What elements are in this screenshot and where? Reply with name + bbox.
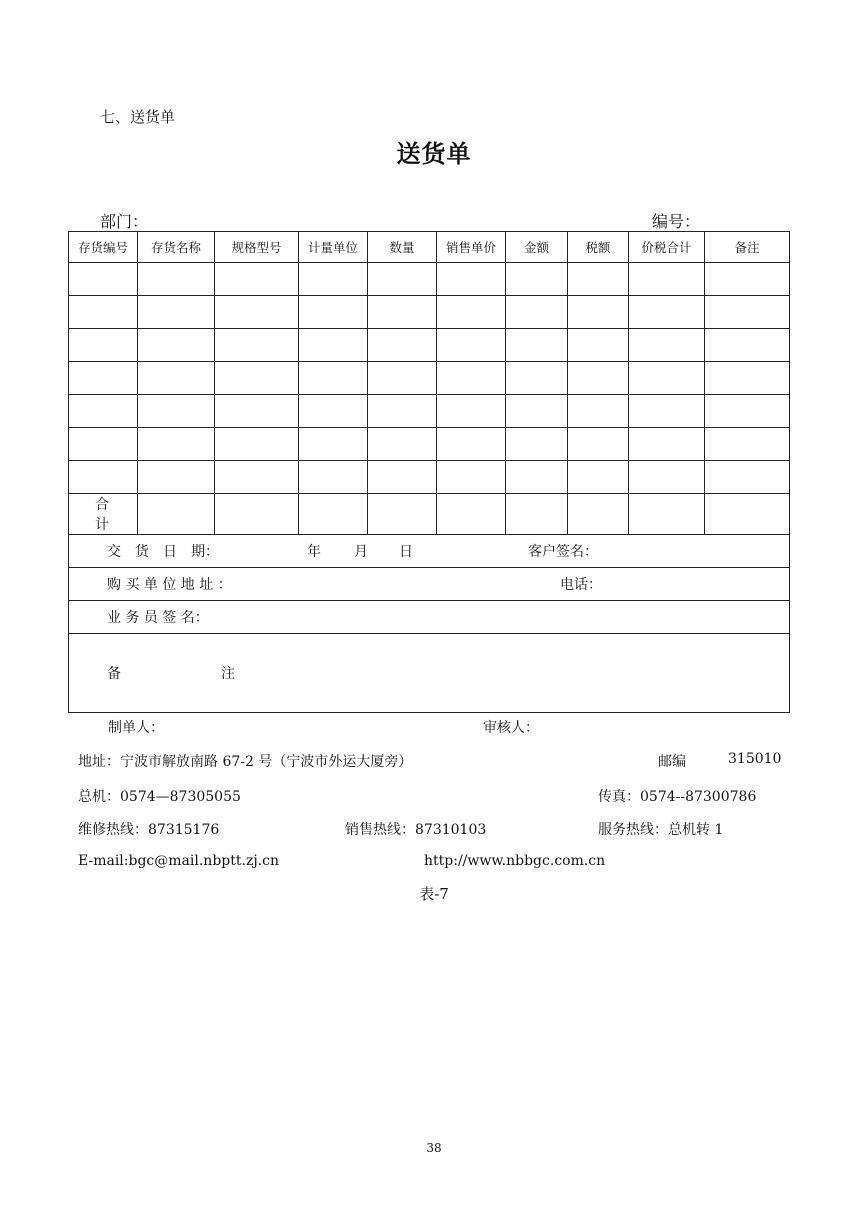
column-header: 销售单价 (437, 232, 506, 263)
table-cell[interactable] (629, 296, 705, 329)
table-cell[interactable] (568, 263, 629, 296)
table-row (69, 428, 790, 461)
column-header: 存货名称 (138, 232, 215, 263)
column-header: 存货编号 (69, 232, 138, 263)
table-cell[interactable] (299, 395, 368, 428)
document-title: 送货单 (396, 140, 472, 168)
delivery-date-label: 交 货 日 期： (107, 544, 219, 560)
day-label: 日 (399, 544, 413, 560)
table-row (69, 263, 790, 296)
salesperson-row (69, 601, 790, 634)
table-cell[interactable] (437, 362, 506, 395)
table-cell[interactable] (368, 296, 437, 329)
table-cell[interactable] (299, 428, 368, 461)
table-cell[interactable] (629, 461, 705, 494)
buyer-address-cell[interactable] (69, 568, 790, 601)
remark-cell[interactable] (69, 634, 790, 713)
table-cell[interactable] (138, 296, 215, 329)
table-cell[interactable] (215, 461, 299, 494)
table-cell[interactable] (138, 362, 215, 395)
table-cell[interactable] (629, 362, 705, 395)
column-header: 备注 (705, 232, 790, 263)
buyer-address-row (69, 568, 790, 601)
month-label: 月 (354, 544, 368, 560)
table-cell[interactable] (69, 329, 138, 362)
table-cell[interactable] (705, 428, 790, 461)
table-cell[interactable] (69, 461, 138, 494)
service-hotline-text: 服务热线：总机转 1 (598, 822, 724, 838)
column-header: 规格型号 (215, 232, 299, 263)
phone-label: 电话： (560, 577, 602, 593)
table-cell[interactable] (506, 296, 568, 329)
remark-label-2: 注 (221, 666, 235, 682)
table-cell[interactable] (215, 329, 299, 362)
table-cell[interactable] (437, 395, 506, 428)
year-label: 年 (307, 544, 321, 560)
postcode-value: 315010 (728, 751, 782, 767)
table-cell[interactable] (705, 263, 790, 296)
website-link[interactable]: http://www.nbbgc.com.cn (424, 853, 606, 869)
table-cell[interactable] (568, 329, 629, 362)
table-caption: 表-7 (419, 885, 449, 903)
table-cell[interactable] (568, 362, 629, 395)
table-cell[interactable] (437, 428, 506, 461)
table-cell[interactable] (506, 263, 568, 296)
column-header: 金额 (506, 232, 568, 263)
table-cell[interactable] (506, 494, 568, 535)
table-cell[interactable] (215, 494, 299, 535)
switchboard-text: 总机：0574—87305055 (78, 789, 241, 805)
table-cell[interactable] (506, 428, 568, 461)
table-cell[interactable] (506, 362, 568, 395)
table-row (69, 395, 790, 428)
table-cell[interactable] (368, 362, 437, 395)
table-cell[interactable] (215, 395, 299, 428)
table-cell[interactable] (138, 494, 215, 535)
table-cell[interactable] (705, 329, 790, 362)
table-cell[interactable] (69, 395, 138, 428)
table-cell[interactable] (69, 362, 138, 395)
salesperson-signature-label: 业 务 员 签 名： (107, 610, 209, 626)
table-cell[interactable] (568, 461, 629, 494)
table-cell[interactable] (437, 494, 506, 535)
table-cell[interactable] (69, 428, 138, 461)
preparer-label: 制单人： (108, 720, 164, 736)
delivery-date-row (69, 535, 790, 568)
table-cell[interactable] (299, 329, 368, 362)
table-cell[interactable] (299, 494, 368, 535)
table-cell[interactable] (368, 263, 437, 296)
table-cell[interactable] (299, 263, 368, 296)
table-row (69, 329, 790, 362)
table-cell[interactable] (138, 395, 215, 428)
remark-label-1: 备 (107, 666, 121, 682)
table-row (69, 461, 790, 494)
reviewer-label: 审核人： (483, 720, 539, 736)
table-cell[interactable] (215, 263, 299, 296)
buyer-address-label: 购 买 单 位 地 址 ： (107, 577, 232, 593)
total-row (69, 494, 790, 535)
table-cell[interactable] (506, 329, 568, 362)
section-heading: 七、送货单 (100, 108, 176, 126)
remark-row (69, 634, 790, 713)
table-cell[interactable] (299, 461, 368, 494)
column-header: 价税合计 (629, 232, 705, 263)
salesperson-cell[interactable] (69, 601, 790, 634)
department-label: 部门： (100, 212, 149, 231)
table-cell[interactable] (629, 494, 705, 535)
table-cell[interactable] (568, 494, 629, 535)
table-cell[interactable] (705, 461, 790, 494)
address-text: 地址：宁波市解放南路 67-2 号（宁波市外运大厦旁） (78, 754, 413, 770)
table-cell[interactable] (215, 296, 299, 329)
column-header: 税额 (568, 232, 629, 263)
column-header: 数量 (368, 232, 437, 263)
table-cell[interactable] (437, 329, 506, 362)
table-cell[interactable] (368, 395, 437, 428)
table-cell[interactable] (69, 296, 138, 329)
table-cell[interactable] (705, 362, 790, 395)
customer-signature-label: 客户签名： (528, 544, 598, 560)
fax-text: 传真：0574--87300786 (598, 789, 757, 805)
table-cell[interactable] (368, 329, 437, 362)
table-cell[interactable] (568, 428, 629, 461)
total-label: 合 计 (69, 494, 138, 535)
postcode-label: 邮编 (658, 754, 686, 770)
table-cell[interactable] (437, 461, 506, 494)
table-cell[interactable] (705, 296, 790, 329)
column-header: 计量单位 (299, 232, 368, 263)
table-cell[interactable] (568, 395, 629, 428)
table-cell[interactable] (705, 494, 790, 535)
table-cell[interactable] (215, 362, 299, 395)
table-cell[interactable] (506, 395, 568, 428)
table-cell[interactable] (629, 329, 705, 362)
email-link[interactable]: E-mail:bgc@mail.nbptt.zj.cn (78, 853, 279, 869)
table-cell[interactable] (368, 494, 437, 535)
repair-hotline-text: 维修热线：87315176 (78, 822, 220, 838)
table-cell[interactable] (629, 263, 705, 296)
table-row (69, 362, 790, 395)
table-cell[interactable] (138, 461, 215, 494)
table-cell[interactable] (437, 263, 506, 296)
table-cell[interactable] (299, 362, 368, 395)
table-cell[interactable] (368, 428, 437, 461)
delivery-form-table (68, 231, 790, 713)
table-cell[interactable] (506, 461, 568, 494)
table-cell[interactable] (215, 428, 299, 461)
table-cell[interactable] (629, 428, 705, 461)
table-header-row (69, 232, 790, 263)
page-number: 38 (426, 1141, 442, 1155)
table-cell[interactable] (138, 329, 215, 362)
table-row (69, 296, 790, 329)
sales-hotline-text: 销售热线：87310103 (345, 822, 487, 838)
table-cell[interactable] (629, 395, 705, 428)
table-cell[interactable] (568, 296, 629, 329)
table-cell[interactable] (299, 296, 368, 329)
table-cell[interactable] (69, 263, 138, 296)
table-cell[interactable] (705, 395, 790, 428)
table-cell[interactable] (138, 263, 215, 296)
delivery-date-cell[interactable] (69, 535, 790, 568)
table-cell[interactable] (437, 296, 506, 329)
table-cell[interactable] (368, 461, 437, 494)
serial-number-label: 编号： (652, 212, 701, 231)
table-cell[interactable] (138, 428, 215, 461)
